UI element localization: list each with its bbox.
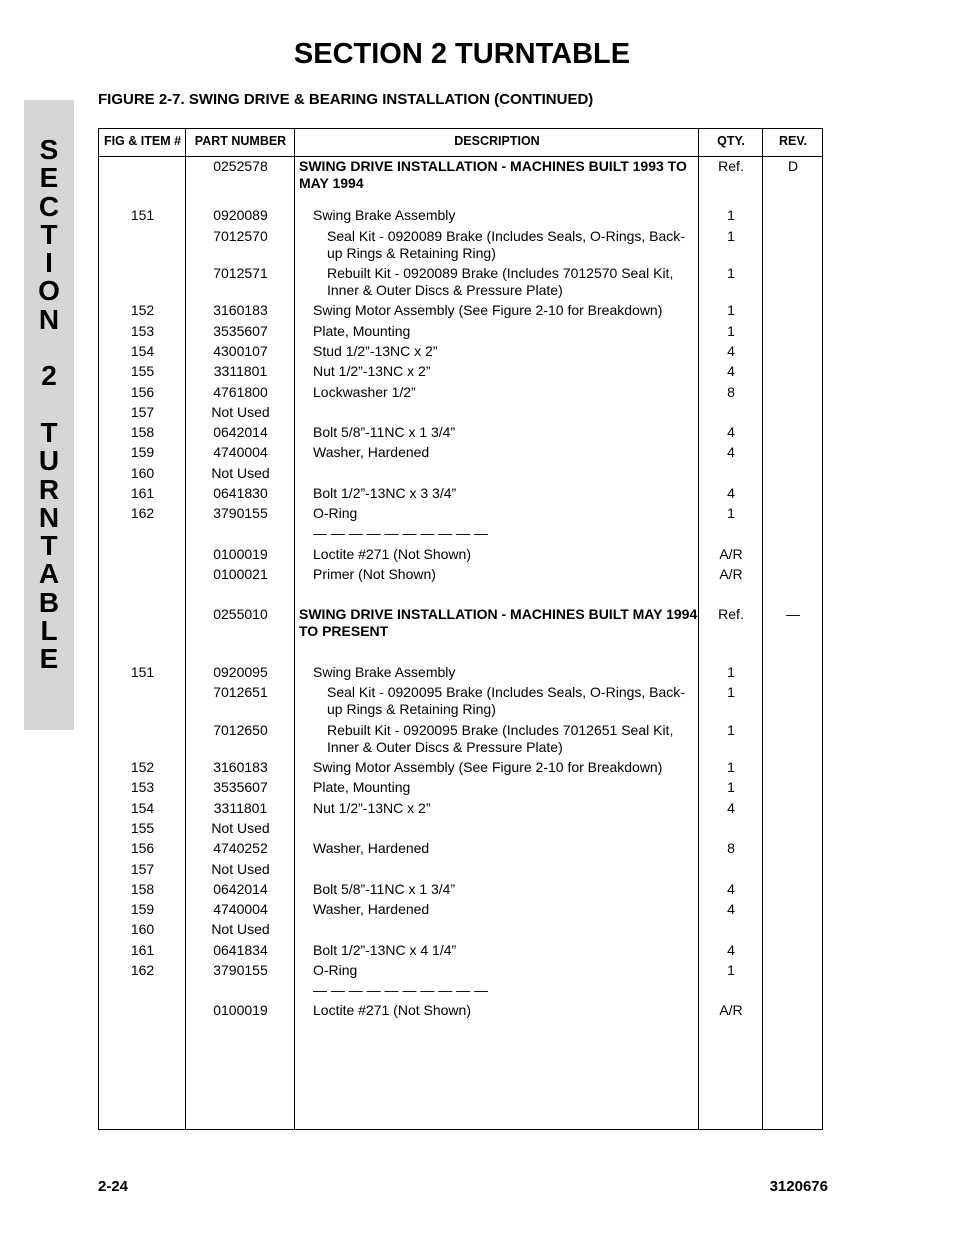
cell-description: Swing Motor Assembly (See Figure 2-10 for Breakdown) (313, 759, 663, 775)
cell-quantity: A/R (719, 566, 743, 582)
cell-quantity: 1 (727, 323, 735, 339)
cell-description: Bolt 5/8”-11NC x 1 3/4” (313, 881, 456, 897)
cell-item-number: 151 (130, 207, 155, 223)
cell-description: Rebuilt Kit - 0920095 Brake (Includes 7012651 Seal Kit, Inner & Outer Discs & Pressure Plate) (327, 722, 674, 755)
cell-part-number: 3160183 (213, 302, 268, 318)
cell-item-number: 154 (130, 343, 155, 359)
cell-quantity: 4 (727, 901, 735, 917)
cell-quantity: 4 (727, 363, 735, 379)
cell-part-number: 4740252 (213, 840, 268, 856)
cell-description: Stud 1/2”-13NC x 2” (313, 343, 438, 359)
cell-description: Seal Kit - 0920095 Brake (Includes Seals, O-Rings, Back-up Rings & Retaining Ring) (327, 684, 685, 717)
cell-description: — — — — — — — — — — (313, 525, 489, 541)
section-side-tab (24, 100, 74, 730)
cell-part-number: 4740004 (213, 901, 268, 917)
col-header-part: PART NUMBER (194, 134, 287, 148)
cell-item-number: 157 (130, 861, 155, 877)
side-tab-letter: N (38, 501, 60, 533)
side-tab-letter: O (38, 275, 60, 307)
page-title: SECTION 2 TURNTABLE (293, 38, 631, 70)
cell-quantity: 4 (727, 942, 735, 958)
cell-part-number: Not Used (211, 820, 270, 836)
cell-quantity: 1 (727, 302, 735, 318)
side-tab-letter: S (39, 134, 59, 165)
cell-item-number: 160 (130, 465, 155, 481)
side-tab-letter: R (38, 473, 60, 505)
cell-quantity: A/R (719, 546, 743, 562)
cell-description: O-Ring (313, 962, 358, 978)
col-header-description: DESCRIPTION (454, 134, 540, 148)
cell-description: Lockwasher 1/2” (313, 384, 416, 400)
header-divider (99, 156, 822, 157)
cell-item-number: 155 (130, 363, 155, 379)
cell-quantity: 8 (727, 840, 735, 856)
cell-part-number: 4300107 (213, 343, 268, 359)
cell-quantity: 1 (727, 664, 735, 680)
cell-revision: D (787, 158, 799, 174)
cell-quantity: 1 (727, 207, 735, 223)
cell-part-number: 0100021 (213, 566, 268, 582)
cell-part-number: Not Used (211, 921, 270, 937)
cell-part-number: 0920089 (213, 207, 268, 223)
cell-part-number: 0641830 (213, 485, 268, 501)
cell-quantity: 1 (727, 228, 735, 244)
cell-part-number: 0100019 (213, 1002, 268, 1018)
cell-description: Plate, Mounting (313, 323, 411, 339)
cell-quantity: 4 (727, 881, 735, 897)
cell-part-number: 7012571 (213, 265, 268, 281)
cell-description: Swing Brake Assembly (313, 664, 456, 680)
cell-quantity: 1 (727, 684, 735, 700)
cell-item-number: 159 (130, 901, 155, 917)
cell-part-number: 0252578 (213, 158, 268, 174)
side-tab-letter: E (39, 162, 59, 194)
side-tab-letter: L (40, 615, 58, 647)
cell-part-number: 7012650 (213, 722, 268, 738)
cell-item-number: 155 (130, 820, 155, 836)
cell-part-number: 0642014 (213, 881, 268, 897)
side-tab-letter: T (40, 218, 58, 250)
side-tab-letter: T (40, 416, 58, 448)
cell-item-number: 160 (130, 921, 155, 937)
cell-description: Nut 1/2”-13NC x 2” (313, 363, 431, 379)
cell-description: O-Ring (313, 505, 358, 521)
cell-description: Loctite #271 (Not Shown) (313, 1002, 471, 1018)
cell-description: Washer, Hardened (313, 901, 430, 917)
cell-description: Loctite #271 (Not Shown) (313, 546, 471, 562)
cell-part-number: 7012651 (213, 684, 268, 700)
side-tab-letter: U (38, 445, 60, 477)
cell-description: Bolt 1/2”-13NC x 3 3/4” (313, 485, 457, 501)
side-tab-letter: 2 (41, 360, 57, 392)
cell-description: Primer (Not Shown) (313, 566, 436, 582)
cell-item-number: 159 (130, 444, 155, 460)
side-tab-letter: T (40, 530, 58, 562)
side-tab-letter (24, 334, 74, 362)
side-tab-letter (24, 391, 74, 419)
cell-part-number: 0642014 (213, 424, 268, 440)
cell-item-number: 161 (130, 942, 155, 958)
cell-item-number: 157 (130, 404, 155, 420)
cell-item-number: 152 (130, 759, 155, 775)
cell-quantity: 1 (727, 759, 735, 775)
cell-description: Swing Motor Assembly (See Figure 2-10 for Breakdown) (313, 302, 663, 318)
figure-caption: FIGURE 2-7. SWING DRIVE & BEARING INSTALLATION (CONTINUED) (98, 91, 594, 108)
cell-part-number: 3790155 (213, 962, 268, 978)
col-header-rev: REV. (778, 134, 808, 148)
cell-part-number: 4761800 (213, 384, 268, 400)
cell-quantity: 1 (727, 265, 735, 281)
cell-item-number: 154 (130, 800, 155, 816)
cell-quantity: 4 (727, 424, 735, 440)
cell-description: Rebuilt Kit - 0920089 Brake (Includes 7012570 Seal Kit, Inner & Outer Discs & Pressure Plate) (327, 265, 674, 298)
cell-part-number: 0255010 (213, 606, 268, 622)
cell-part-number: Not Used (211, 465, 270, 481)
cell-part-number: 3790155 (213, 505, 268, 521)
cell-quantity: 1 (727, 779, 735, 795)
cell-part-number: 0920095 (213, 664, 268, 680)
cell-item-number: 156 (130, 384, 155, 400)
cell-part-number: 3311801 (213, 800, 268, 816)
cell-item-number: 156 (130, 840, 155, 856)
cell-item-number: 161 (130, 485, 155, 501)
cell-part-number: 3160183 (213, 759, 268, 775)
parts-table (98, 128, 823, 1130)
cell-quantity: 4 (727, 444, 735, 460)
side-tab-letter: I (45, 247, 53, 279)
cell-description: SWING DRIVE INSTALLATION - MACHINES BUILT 1993 TO MAY 1994 (299, 158, 687, 191)
cell-description: SWING DRIVE INSTALLATION - MACHINES BUILT MAY 1994 TO PRESENT (299, 606, 698, 639)
cell-description: Plate, Mounting (313, 779, 411, 795)
cell-item-number: 152 (130, 302, 155, 318)
document-number: 3120676 (769, 1178, 828, 1195)
cell-part-number: 3535607 (213, 779, 268, 795)
cell-description: Bolt 1/2”-13NC x 4 1/4” (313, 942, 457, 958)
cell-quantity: 4 (727, 343, 735, 359)
cell-part-number: 0100019 (213, 546, 268, 562)
cell-quantity: 1 (727, 962, 735, 978)
side-tab-letter: N (38, 303, 60, 335)
cell-item-number: 162 (130, 962, 155, 978)
cell-description: Seal Kit - 0920089 Brake (Includes Seals, O-Rings, Back-up Rings & Retaining Ring) (327, 228, 685, 261)
cell-part-number: 4740004 (213, 444, 268, 460)
cell-quantity: 4 (727, 485, 735, 501)
cell-part-number: 7012570 (213, 228, 268, 244)
cell-item-number: 158 (130, 424, 155, 440)
cell-item-number: 158 (130, 881, 155, 897)
cell-quantity: Ref. (718, 158, 744, 174)
side-tab-letter: E (39, 643, 59, 675)
cell-part-number: 3535607 (213, 323, 268, 339)
cell-part-number: 0641834 (213, 942, 268, 958)
cell-description: — — — — — — — — — — (313, 982, 489, 998)
cell-quantity: Ref. (718, 606, 744, 622)
col-header-qty: QTY. (717, 134, 745, 148)
cell-description: Nut 1/2”-13NC x 2” (313, 800, 431, 816)
page-number: 2-24 (98, 1178, 129, 1195)
cell-item-number: 153 (130, 779, 155, 795)
cell-revision: — (786, 606, 800, 622)
side-tab-letter: A (38, 558, 60, 590)
cell-description: Washer, Hardened (313, 444, 430, 460)
cell-quantity: A/R (719, 1002, 743, 1018)
cell-description: Swing Brake Assembly (313, 207, 456, 223)
cell-part-number: Not Used (211, 404, 270, 420)
side-tab-letter: B (38, 586, 60, 618)
cell-part-number: Not Used (211, 861, 270, 877)
cell-item-number: 162 (130, 505, 155, 521)
cell-description: Washer, Hardened (313, 840, 430, 856)
cell-item-number: 151 (130, 664, 155, 680)
cell-quantity: 4 (727, 800, 735, 816)
cell-quantity: 8 (727, 384, 735, 400)
side-tab-letters (24, 136, 74, 674)
cell-item-number: 153 (130, 323, 155, 339)
cell-quantity: 1 (727, 505, 735, 521)
side-tab-letter: C (38, 190, 60, 222)
cell-quantity: 1 (727, 722, 735, 738)
col-header-item: FIG & ITEM # (103, 134, 182, 148)
cell-description: Bolt 5/8”-11NC x 1 3/4” (313, 424, 456, 440)
cell-part-number: 3311801 (213, 363, 268, 379)
